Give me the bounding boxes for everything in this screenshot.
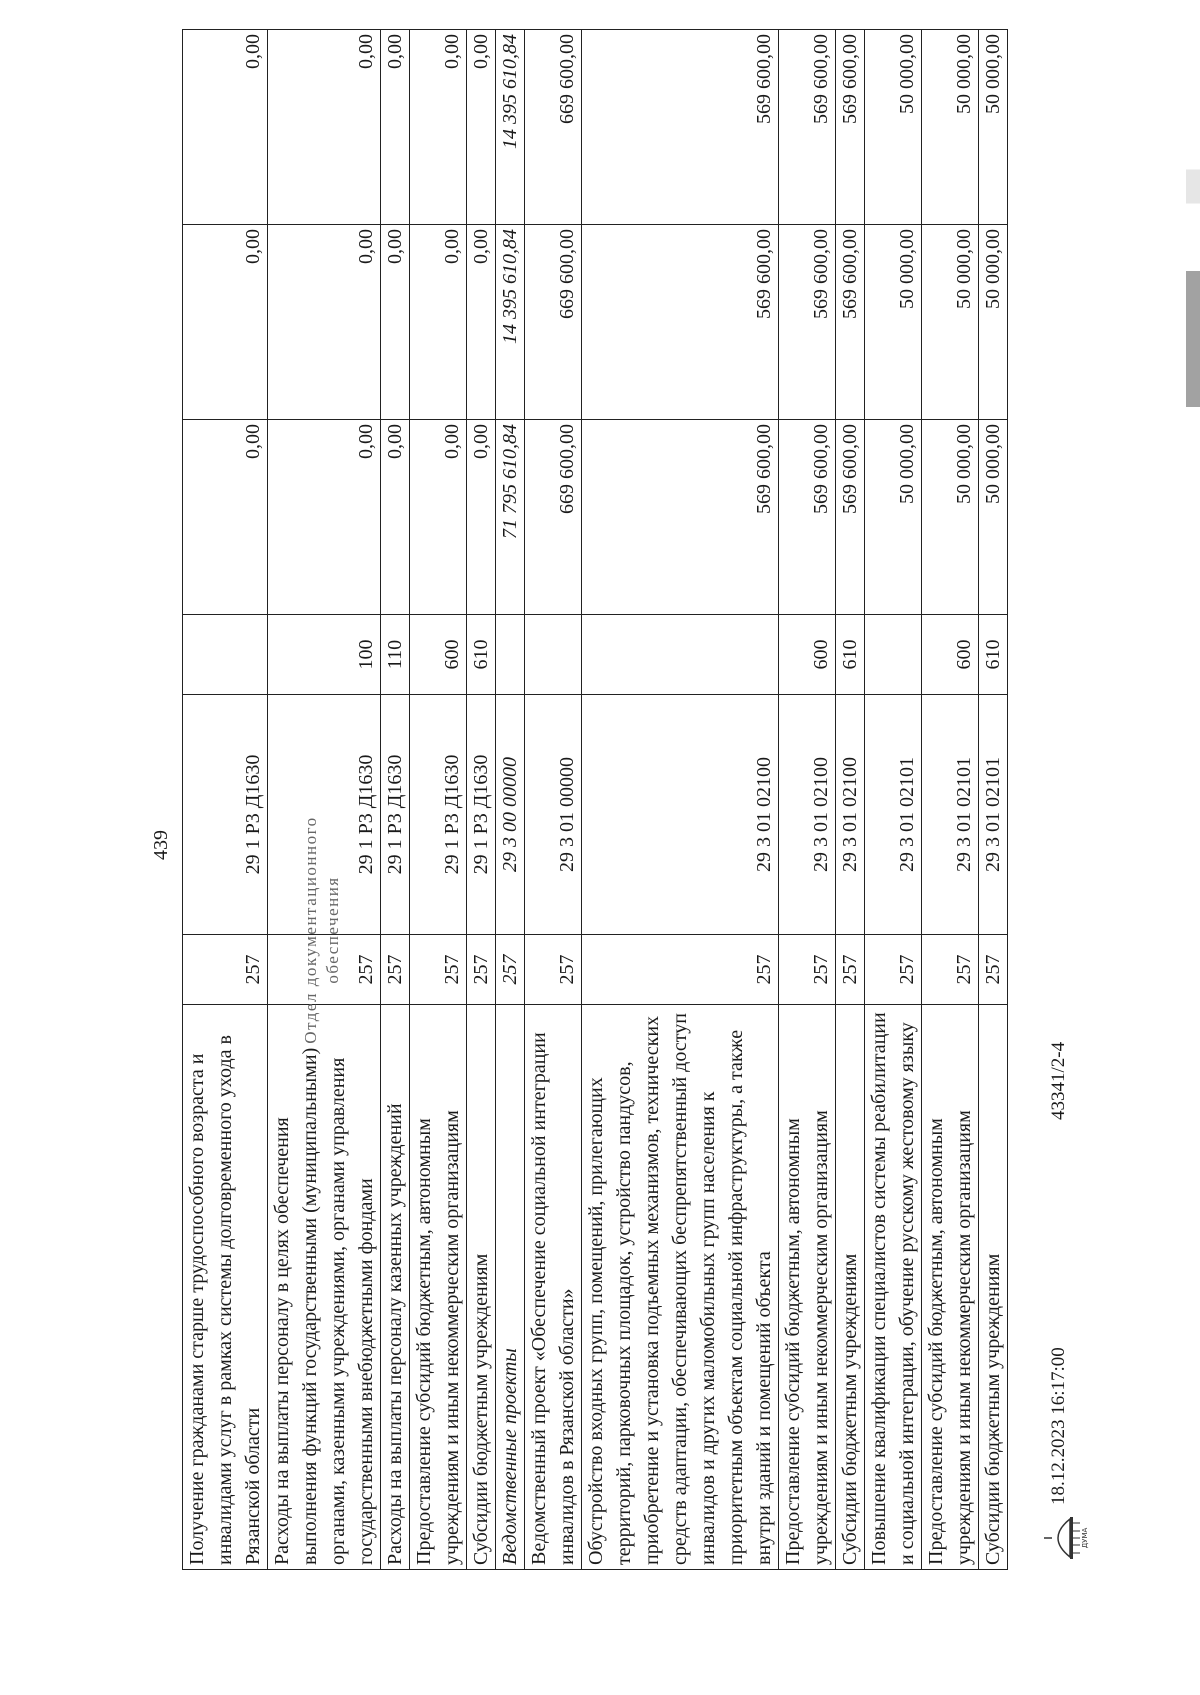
target-article-cell: 29 3 01 00000 bbox=[525, 695, 582, 935]
department-code-cell: 257 bbox=[582, 935, 779, 1005]
amount-year1-cell: 569 600,00 bbox=[836, 420, 865, 615]
amount-year1-cell: 50 000,00 bbox=[922, 420, 979, 615]
department-code-cell: 257 bbox=[410, 935, 467, 1005]
stamp-line-2: обеспечения bbox=[323, 876, 342, 984]
expense-type-cell: 100 bbox=[268, 615, 381, 695]
table-row bbox=[836, 30, 865, 1570]
table-row bbox=[865, 30, 922, 1570]
scan-edge-artifact bbox=[1186, 0, 1200, 1695]
amount-year1-cell: 50 000,00 bbox=[865, 420, 922, 615]
table-row bbox=[467, 30, 496, 1570]
amount-year2-cell: 14 395 610,84 bbox=[496, 225, 525, 420]
amount-year1-cell: 0,00 bbox=[467, 420, 496, 615]
table-row bbox=[496, 30, 525, 1570]
page-number: 439 bbox=[150, 830, 172, 860]
amount-year1-cell: 71 795 610,84 bbox=[496, 420, 525, 615]
department-code-cell: 257 bbox=[922, 935, 979, 1005]
expense-name-cell: Предоставление субсидий бюджетным, автономным учреждениям и иным некоммерческим организациям bbox=[779, 1005, 836, 1570]
amount-year1-cell: 669 600,00 bbox=[525, 420, 582, 615]
expense-type-cell: 600 bbox=[410, 615, 467, 695]
expense-type-cell bbox=[865, 615, 922, 695]
expense-name-cell: Расходы на выплаты персоналу в целях обеспечения выполнения функций государственными (муниципальными) органами, казенными учреждениями, органами управления государственными внебюджетными фондами bbox=[268, 1005, 381, 1570]
amount-year1-cell: 0,00 bbox=[183, 420, 268, 615]
table-row bbox=[410, 30, 467, 1570]
target-article-cell: 29 3 01 02101 bbox=[922, 695, 979, 935]
amount-year3-cell: 0,00 bbox=[268, 30, 381, 225]
amount-year2-cell: 569 600,00 bbox=[779, 225, 836, 420]
amount-year2-cell: 569 600,00 bbox=[582, 225, 779, 420]
target-article-cell: 29 3 01 02100 bbox=[836, 695, 865, 935]
table-row bbox=[979, 30, 1008, 1570]
table-row bbox=[183, 30, 268, 1570]
amount-year3-cell: 569 600,00 bbox=[836, 30, 865, 225]
department-code-cell: 257 bbox=[525, 935, 582, 1005]
expense-type-cell: 610 bbox=[467, 615, 496, 695]
expense-type-cell: 610 bbox=[836, 615, 865, 695]
amount-year2-cell: 0,00 bbox=[183, 225, 268, 420]
expense-name-cell: Предоставление субсидий бюджетным, автономным учреждениям и иным некоммерческим организациям bbox=[922, 1005, 979, 1570]
amount-year1-cell: 569 600,00 bbox=[779, 420, 836, 615]
department-code-cell: 257 bbox=[979, 935, 1008, 1005]
table-row bbox=[525, 30, 582, 1570]
expense-name-cell: Обустройство входных групп, помещений, прилегающих территорий, парковочных площадок, устройство пандусов, приобретение и установка подъемных механизмов, технических средств адаптации, обеспечивающих беспрепятственный доступ инвалидов и других маломобильных групп населения к приоритетным объектам социальной инфраструктуры, а также внутри зданий и помещений объекта bbox=[582, 1005, 779, 1570]
expense-type-cell bbox=[183, 615, 268, 695]
expense-type-cell bbox=[525, 615, 582, 695]
amount-year3-cell: 569 600,00 bbox=[582, 30, 779, 225]
target-article-cell: 29 1 Р3 Д1630 bbox=[467, 695, 496, 935]
target-article-cell: 29 3 01 02101 bbox=[865, 695, 922, 935]
amount-year3-cell: 0,00 bbox=[381, 30, 410, 225]
department-stamp bbox=[300, 815, 344, 1045]
expense-name-cell: Ведомственные проекты bbox=[496, 1005, 525, 1570]
amount-year2-cell: 50 000,00 bbox=[922, 225, 979, 420]
footer-document-code: 43341/2-4 bbox=[1048, 1041, 1069, 1120]
amount-year3-cell: 0,00 bbox=[467, 30, 496, 225]
target-article-cell: 29 1 Р3 Д1630 bbox=[183, 695, 268, 935]
expense-name-cell: Расходы на выплаты персоналу казенных учреждений bbox=[381, 1005, 410, 1570]
budget-table bbox=[182, 29, 1008, 1570]
stamp-line-1: Отдел документационного bbox=[301, 816, 320, 1044]
target-article-cell: 29 1 Р3 Д1630 bbox=[268, 695, 381, 935]
amount-year1-cell: 0,00 bbox=[381, 420, 410, 615]
expense-name-cell: Субсидии бюджетным учреждениям bbox=[979, 1005, 1008, 1570]
department-code-cell: 257 bbox=[496, 935, 525, 1005]
amount-year3-cell: 50 000,00 bbox=[979, 30, 1008, 225]
amount-year3-cell: 669 600,00 bbox=[525, 30, 582, 225]
amount-year3-cell: 569 600,00 bbox=[779, 30, 836, 225]
target-article-cell: 29 1 Р3 Д1630 bbox=[381, 695, 410, 935]
expense-type-cell: 110 bbox=[381, 615, 410, 695]
logo-label: ДУМА bbox=[1081, 1527, 1089, 1549]
amount-year2-cell: 0,00 bbox=[381, 225, 410, 420]
table-row bbox=[779, 30, 836, 1570]
amount-year2-cell: 669 600,00 bbox=[525, 225, 582, 420]
expense-name-cell: Предоставление субсидий бюджетным, автономным учреждениям и иным некоммерческим организациям bbox=[410, 1005, 467, 1570]
target-article-cell: 29 1 Р3 Д1630 bbox=[410, 695, 467, 935]
department-code-cell: 257 bbox=[183, 935, 268, 1005]
department-code-cell: 257 bbox=[381, 935, 410, 1005]
amount-year1-cell: 0,00 bbox=[268, 420, 381, 615]
amount-year2-cell: 50 000,00 bbox=[865, 225, 922, 420]
expense-type-cell bbox=[582, 615, 779, 695]
expense-type-cell: 600 bbox=[922, 615, 979, 695]
expense-type-cell bbox=[496, 615, 525, 695]
table-row bbox=[922, 30, 979, 1570]
amount-year3-cell: 0,00 bbox=[410, 30, 467, 225]
amount-year3-cell: 14 395 610,84 bbox=[496, 30, 525, 225]
amount-year2-cell: 0,00 bbox=[467, 225, 496, 420]
department-code-cell: 257 bbox=[268, 935, 381, 1005]
target-article-cell: 29 3 01 02100 bbox=[779, 695, 836, 935]
amount-year1-cell: 0,00 bbox=[410, 420, 467, 615]
amount-year1-cell: 50 000,00 bbox=[979, 420, 1008, 615]
amount-year3-cell: 50 000,00 bbox=[922, 30, 979, 225]
duma-logo-icon bbox=[1040, 1511, 1088, 1565]
expense-name-cell: Субсидии бюджетным учреждениям bbox=[467, 1005, 496, 1570]
expense-type-cell: 600 bbox=[779, 615, 836, 695]
expense-name-cell: Получение гражданами старше трудоспособного возраста и инвалидами услуг в рамках системы долговременного ухода в Рязанской области bbox=[183, 1005, 268, 1570]
amount-year1-cell: 569 600,00 bbox=[582, 420, 779, 615]
footer-date: 18.12.2023 16:17:00 bbox=[1048, 1347, 1069, 1505]
amount-year2-cell: 0,00 bbox=[268, 225, 381, 420]
expense-name-cell: Ведомственный проект «Обеспечение социальной интеграции инвалидов в Рязанской области» bbox=[525, 1005, 582, 1570]
department-code-cell: 257 bbox=[779, 935, 836, 1005]
amount-year2-cell: 0,00 bbox=[410, 225, 467, 420]
amount-year2-cell: 50 000,00 bbox=[979, 225, 1008, 420]
expense-type-cell: 610 bbox=[979, 615, 1008, 695]
department-code-cell: 257 bbox=[836, 935, 865, 1005]
department-code-cell: 257 bbox=[865, 935, 922, 1005]
department-code-cell: 257 bbox=[467, 935, 496, 1005]
expense-name-cell: Субсидии бюджетным учреждениям bbox=[836, 1005, 865, 1570]
table-row bbox=[381, 30, 410, 1570]
amount-year2-cell: 569 600,00 bbox=[836, 225, 865, 420]
target-article-cell: 29 3 01 02100 bbox=[582, 695, 779, 935]
table-row bbox=[268, 30, 381, 1570]
target-article-cell: 29 3 00 00000 bbox=[496, 695, 525, 935]
target-article-cell: 29 3 01 02101 bbox=[979, 695, 1008, 935]
amount-year3-cell: 50 000,00 bbox=[865, 30, 922, 225]
table-row bbox=[582, 30, 779, 1570]
expense-name-cell: Повышение квалификации специалистов системы реабилитации и социальной интеграции, обучение русскому жестовому языку bbox=[865, 1005, 922, 1570]
amount-year3-cell: 0,00 bbox=[183, 30, 268, 225]
